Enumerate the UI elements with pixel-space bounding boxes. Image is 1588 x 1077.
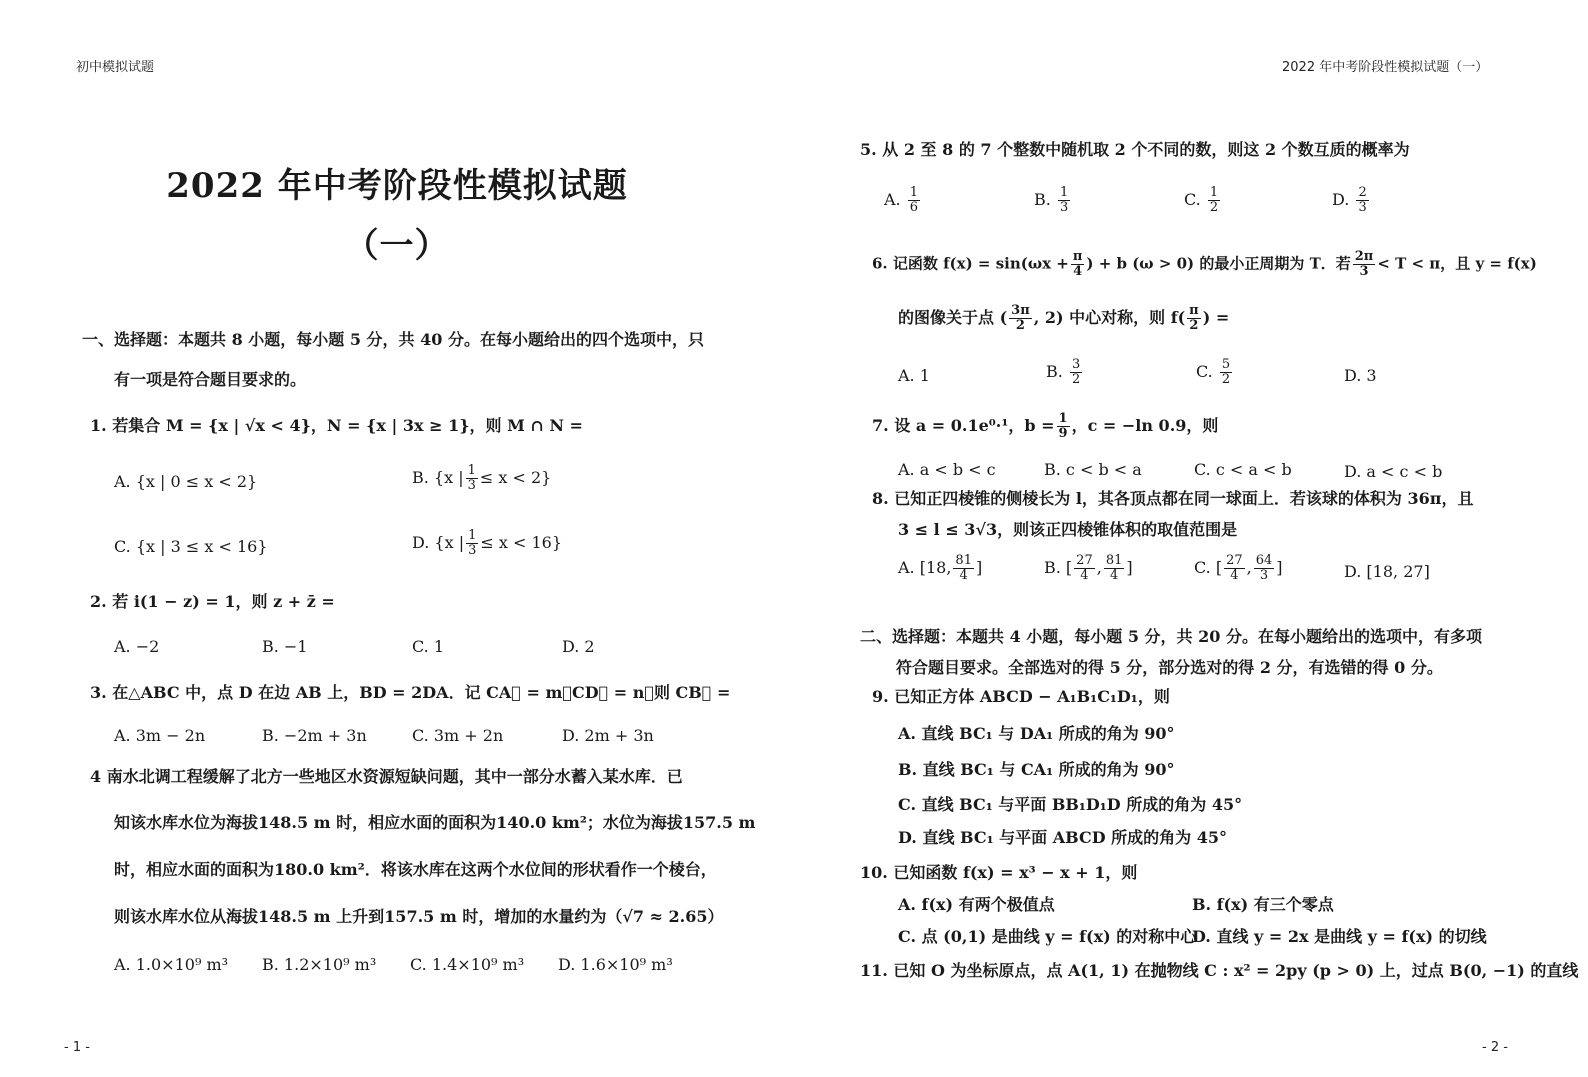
- section1-heading-cont: 有一项是符合题目要求的。: [114, 370, 307, 389]
- question-5-option-b: B. $\frac{1}{3}$: [1034, 185, 1069, 215]
- question-10-option-a: A. f(x) 有两个极值点: [898, 895, 1055, 914]
- question-5-option-c: C. $\frac{1}{2}$: [1184, 185, 1219, 215]
- question-3-stem: 3. 在△ABC 中，点 D 在边 AB 上，BD = 2DA．记 CA⃗ = m，CD⃗ = n，则 CB⃗ =: [90, 683, 731, 702]
- question-1-stem: 1. 若集合 M = {x | √x < 4}，N = {x | 3x ≥ 1}，则 M ∩ N =: [90, 416, 583, 435]
- fraction: $\frac{\pi}{4}$: [1072, 249, 1083, 279]
- question-7-option-a: A. a < b < c: [898, 460, 996, 479]
- question-4-line4: 则该水库水位从海拔148.5 m 上升到157.5 m 时，增加的水量约为（√7 ≈ 2.65）: [114, 907, 724, 926]
- header-left: 初中模拟试题: [76, 60, 155, 75]
- fraction: $\frac{1}{3}$: [467, 463, 476, 493]
- fraction: $\frac{2\pi}{3}$: [1354, 249, 1374, 279]
- question-2-option-c: C. 1: [412, 637, 445, 656]
- question-10-stem: 10. 已知函数 f(x) = x³ − x + 1，则: [860, 863, 1138, 882]
- question-8-option-c: C. [ $\frac{27}{4}$ , $\frac{64}{3}$ ]: [1194, 553, 1283, 583]
- question-8-line2: 3 ≤ l ≤ 3√3，则该正四棱锥体积的取值范围是: [898, 520, 1238, 539]
- question-9-option-b: B. 直线 BC₁ 与 CA₁ 所成的角为 90°: [898, 760, 1175, 779]
- fraction: $\frac{27}{4}$: [1076, 553, 1093, 583]
- question-10-option-b: B. f(x) 有三个零点: [1192, 895, 1334, 914]
- question-6-line2: 的图像关于点 ( $\frac{3\pi}{2}$ , 2) 中心对称，则 f( $\frac{\pi}{2}$ ) =: [898, 303, 1230, 333]
- question-4-line3: 时，相应水面的面积为180.0 km²．将该水库在这两个水位间的形状看作一个棱台，: [114, 860, 717, 879]
- exam-title: 2022 年中考阶段性模拟试题: [166, 166, 628, 206]
- section1-heading: 一、选择题：本题共 8 小题，每小题 5 分，共 40 分。在每小题给出的四个选项中，只: [82, 330, 704, 349]
- exam-subtitle: （一）: [344, 226, 450, 266]
- question-9-option-c: C. 直线 BC₁ 与平面 BB₁D₁D 所成的角为 45°: [898, 795, 1243, 814]
- question-4-line1: 4 南水北调工程缓解了北方一些地区水资源短缺问题，其中一部分水蓄入某水库．已: [90, 767, 683, 786]
- header-right: 2022 年中考阶段性模拟试题（一）: [1282, 60, 1489, 75]
- question-8-option-b: B. [ $\frac{27}{4}$ , $\frac{81}{4}$ ]: [1044, 553, 1133, 583]
- question-4-option-d: D. 1.6×10⁹ m³: [558, 955, 673, 974]
- fraction: $\frac{1}{3}$: [1059, 185, 1069, 215]
- fraction: $\frac{3}{2}$: [1071, 357, 1081, 387]
- question-6-option-b: B. $\frac{3}{2}$: [1046, 357, 1081, 387]
- question-2-option-d: D. 2: [562, 637, 595, 656]
- fraction: $\frac{1}{6}$: [909, 185, 919, 215]
- question-7-option-b: B. c < b < a: [1044, 460, 1142, 479]
- question-4-line2: 知该水库水位为海拔148.5 m 时，相应水面的面积为140.0 km²；水位为海拔157.5 m: [114, 813, 756, 832]
- fraction: $\frac{81}{4}$: [1105, 553, 1123, 583]
- question-9-stem: 9. 已知正方体 ABCD − A₁B₁C₁D₁，则: [872, 687, 1170, 706]
- fraction: $\frac{1}{9}$: [1058, 411, 1068, 441]
- question-7-option-d: D. a < c < b: [1344, 462, 1443, 481]
- question-5-option-d: D. $\frac{2}{3}$: [1332, 185, 1367, 215]
- fraction: $\frac{1}{2}$: [1209, 185, 1219, 215]
- fraction: $\frac{3\pi}{2}$: [1011, 303, 1030, 333]
- fraction: $\frac{1}{3}$: [468, 528, 477, 558]
- question-3-option-a: A. 3m − 2n: [114, 726, 206, 745]
- question-6-option-a: A. 1: [898, 366, 930, 385]
- fraction: $\frac{2}{3}$: [1358, 185, 1367, 215]
- question-8-option-a: A. [18, $\frac{81}{4}$ ]: [898, 553, 983, 583]
- question-7-stem: 7. 设 a = 0.1e⁰·¹，b = $\frac{1}{9}$ ，c = −ln 0.9，则: [872, 411, 1219, 441]
- question-3-option-d: D. 2m + 3n: [562, 726, 654, 745]
- page-number-left: - 1 -: [64, 1040, 90, 1055]
- question-3-option-c: C. 3m + 2n: [412, 726, 504, 745]
- right-page: [794, 0, 1588, 1077]
- question-1-option-c: C. {x | 3 ≤ x < 16}: [114, 537, 268, 556]
- question-8-option-d: D. [18, 27]: [1344, 562, 1430, 581]
- question-1-option-a: A. {x | 0 ≤ x < 2}: [114, 472, 258, 491]
- question-9-option-d: D. 直线 BC₁ 与平面 ABCD 所成的角为 45°: [898, 828, 1227, 847]
- question-9-option-a: A. 直线 BC₁ 与 DA₁ 所成的角为 90°: [898, 724, 1175, 743]
- fraction: $\frac{81}{4}$: [955, 553, 972, 583]
- question-6-option-d: D. 3: [1344, 366, 1377, 385]
- question-8-line1: 8. 已知正四棱锥的侧棱长为 l，其各顶点都在同一球面上．若该球的体积为 36π，且: [872, 489, 1474, 508]
- question-3-option-b: B. −2m + 3n: [262, 726, 367, 745]
- fraction: $\frac{5}{2}$: [1221, 357, 1231, 387]
- question-2-option-b: B. −1: [262, 637, 308, 656]
- question-10-option-d: D. 直线 y = 2x 是曲线 y = f(x) 的切线: [1192, 927, 1487, 946]
- question-5-option-a: A. $\frac{1}{6}$: [884, 185, 919, 215]
- question-6-line1: 6. 记函数 f(x) = sin(ωx + $\frac{\pi}{4}$ ) + b (ω > 0) 的最小正周期为 T．若 $\frac{2\pi}{3}$ < T < π，且 y = f(x): [872, 249, 1537, 279]
- fraction: $\frac{27}{4}$: [1226, 553, 1243, 583]
- question-2-stem: 2. 若 i(1 − z) = 1，则 z + z̄ =: [90, 592, 335, 611]
- question-2-option-a: A. −2: [114, 637, 160, 656]
- fraction: $\frac{64}{3}$: [1255, 553, 1273, 583]
- question-4-option-a: A. 1.0×10⁹ m³: [114, 955, 229, 974]
- question-5-stem: 5. 从 2 至 8 的 7 个整数中随机取 2 个不同的数，则这 2 个数互质的概率为: [860, 140, 1410, 159]
- section2-heading-cont: 符合题目要求。全部选对的得 5 分，部分选对的得 2 分，有选错的得 0 分。: [896, 658, 1443, 677]
- question-1-option-d: D. {x | $\frac{1}{3}$ ≤ x < 16}: [412, 528, 563, 558]
- page-number-right: - 2 -: [1482, 1040, 1508, 1055]
- fraction: $\frac{\pi}{2}$: [1189, 303, 1199, 333]
- section2-heading: 二、选择题：本题共 4 小题，每小题 5 分，共 20 分。在每小题给出的选项中，有多项: [860, 627, 1482, 646]
- question-4-option-b: B. 1.2×10⁹ m³: [262, 955, 377, 974]
- question-10-option-c: C. 点 (0,1) 是曲线 y = f(x) 的对称中心: [898, 927, 1197, 946]
- question-6-option-c: C. $\frac{5}{2}$: [1196, 357, 1231, 387]
- question-4-option-c: C. 1.4×10⁹ m³: [410, 955, 525, 974]
- question-7-option-c: C. c < a < b: [1194, 460, 1292, 479]
- question-11-stem: 11. 已知 O 为坐标原点，点 A(1, 1) 在抛物线 C : x² = 2py (p > 0) 上，过点 B(0, −1) 的直线: [860, 961, 1579, 980]
- question-1-option-b: B. {x | $\frac{1}{3}$ ≤ x < 2}: [412, 463, 552, 493]
